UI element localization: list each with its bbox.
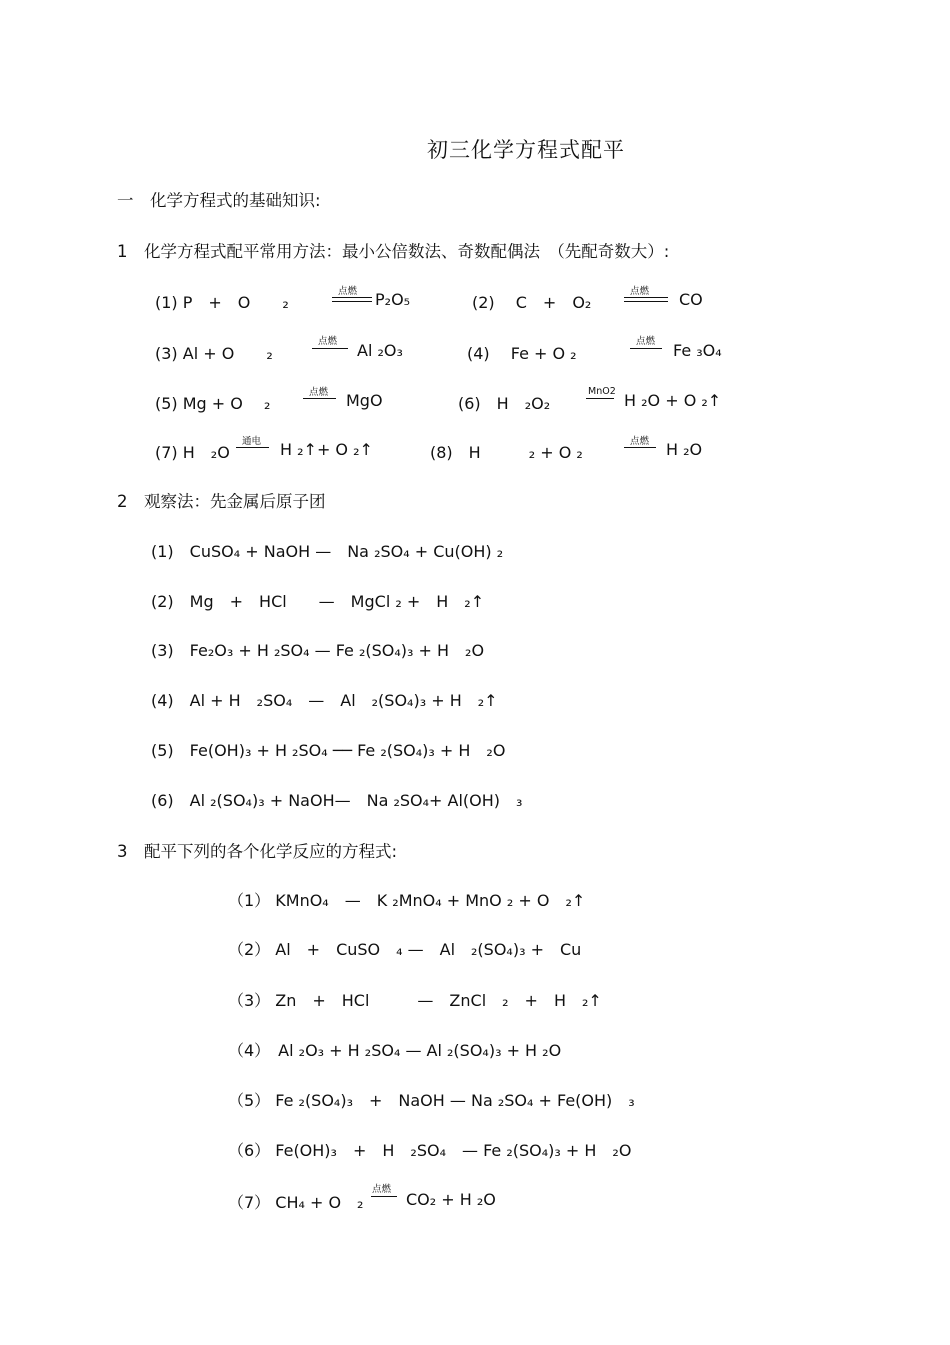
eq-1-1-right: P₂O₅: [375, 290, 411, 309]
eq-1-6-condition: MnO2: [588, 386, 616, 397]
method-1-heading: 1 化学方程式配平常用方法：最小公倍数法、奇数配偶法 （先配奇数大）:: [117, 242, 670, 261]
eq-1-5-left: (5) Mg + O ₂: [155, 394, 271, 413]
eq-1-6-left: (6) H ₂O₂: [458, 394, 551, 413]
eq-1-6-arrow: [586, 398, 614, 399]
eq-2-1: (1) CuSO₄ + NaOH — Na ₂SO₄ + Cu(OH) ₂: [151, 542, 504, 561]
eq-1-3-arrow: [312, 348, 348, 349]
eq-1-6-right: H ₂O + O ₂↑: [624, 391, 722, 410]
eq-2-4: (4) Al + H ₂SO₄ — Al ₂(SO₄)₃ + H ₂↑: [151, 691, 498, 710]
eq-3-7-left: （7） CH₄ + O ₂: [228, 1193, 364, 1212]
eq-1-8-arrow: [624, 447, 656, 448]
eq-1-5-condition: 点燃: [309, 387, 329, 398]
eq-1-3-right: Al ₂O₃: [357, 341, 403, 360]
eq-1-3-condition: 点燃: [318, 336, 338, 347]
eq-2-3: (3) Fe₂O₃ + H ₂SO₄ — Fe ₂(SO₄)₃ + H ₂O: [151, 641, 485, 660]
eq-3-4: （4） Al ₂O₃ + H ₂SO₄ — Al ₂(SO₄)₃ + H ₂O: [228, 1041, 562, 1060]
eq-1-1-condition: 点燃: [338, 286, 358, 297]
eq-3-7-condition: 点燃: [372, 1184, 392, 1195]
eq-1-7-right: H ₂↑+ O ₂↑: [280, 440, 373, 459]
eq-2-2: (2) Mg + HCl — MgCl ₂ + H ₂↑: [151, 592, 485, 611]
eq-3-7-right: CO₂ + H ₂O: [406, 1190, 496, 1209]
section-1-heading: 一 化学方程式的基础知识:: [117, 191, 321, 210]
eq-1-4-condition: 点燃: [636, 336, 656, 347]
eq-1-2-left: (2) C + O₂: [472, 293, 592, 312]
eq-1-7-arrow: [236, 447, 269, 448]
section-2-heading: 2 观察法：先金属后原子团: [117, 492, 326, 511]
eq-3-5: （5） Fe ₂(SO₄)₃ + NaOH — Na ₂SO₄ + Fe(OH) ₃: [228, 1091, 635, 1110]
eq-1-7-left: (7) H ₂O: [155, 443, 230, 462]
eq-2-6: (6) Al ₂(SO₄)₃ + NaOH— Na ₂SO₄+ Al(OH) ₃: [151, 791, 523, 810]
eq-3-7-arrow: [371, 1196, 397, 1197]
eq-1-8-right: H ₂O: [666, 440, 703, 459]
eq-1-8-condition: 点燃: [630, 436, 650, 447]
eq-1-2-right: CO: [679, 290, 703, 309]
eq-3-6: （6） Fe(OH)₃ + H ₂SO₄ — Fe ₂(SO₄)₃ + H ₂O: [228, 1141, 632, 1160]
page-title: 初三化学方程式配平: [427, 138, 625, 162]
eq-1-3-left: (3) Al + O ₂: [155, 344, 273, 363]
eq-1-7-condition: 通电: [242, 436, 262, 447]
section-3-heading: 3 配平下列的各个化学反应的方程式:: [117, 842, 398, 861]
eq-1-1-left: (1) P + O ₂: [155, 293, 289, 312]
eq-1-2-condition: 点燃: [630, 286, 650, 297]
eq-1-4-left: (4) Fe + O ₂: [467, 344, 577, 363]
eq-1-4-right: Fe ₃O₄: [673, 341, 722, 360]
eq-1-1-arrow: [332, 297, 372, 302]
eq-1-8-left: (8) H ₂ + O ₂: [430, 443, 583, 462]
eq-1-5-right: MgO: [346, 391, 383, 410]
eq-1-2-arrow: [624, 297, 668, 302]
eq-3-2: （2） Al + CuSO ₄ — Al ₂(SO₄)₃ + Cu: [228, 940, 582, 959]
eq-2-5: (5) Fe(OH)₃ + H ₂SO₄ ── Fe ₂(SO₄)₃ + H ₂O: [151, 741, 506, 760]
eq-3-3: （3） Zn + HCl — ZnCl ₂ + H ₂↑: [228, 991, 602, 1010]
eq-1-5-arrow: [303, 398, 336, 399]
eq-1-4-arrow: [630, 348, 662, 349]
eq-3-1: （1） KMnO₄ — K ₂MnO₄ + MnO ₂ + O ₂↑: [228, 891, 586, 910]
